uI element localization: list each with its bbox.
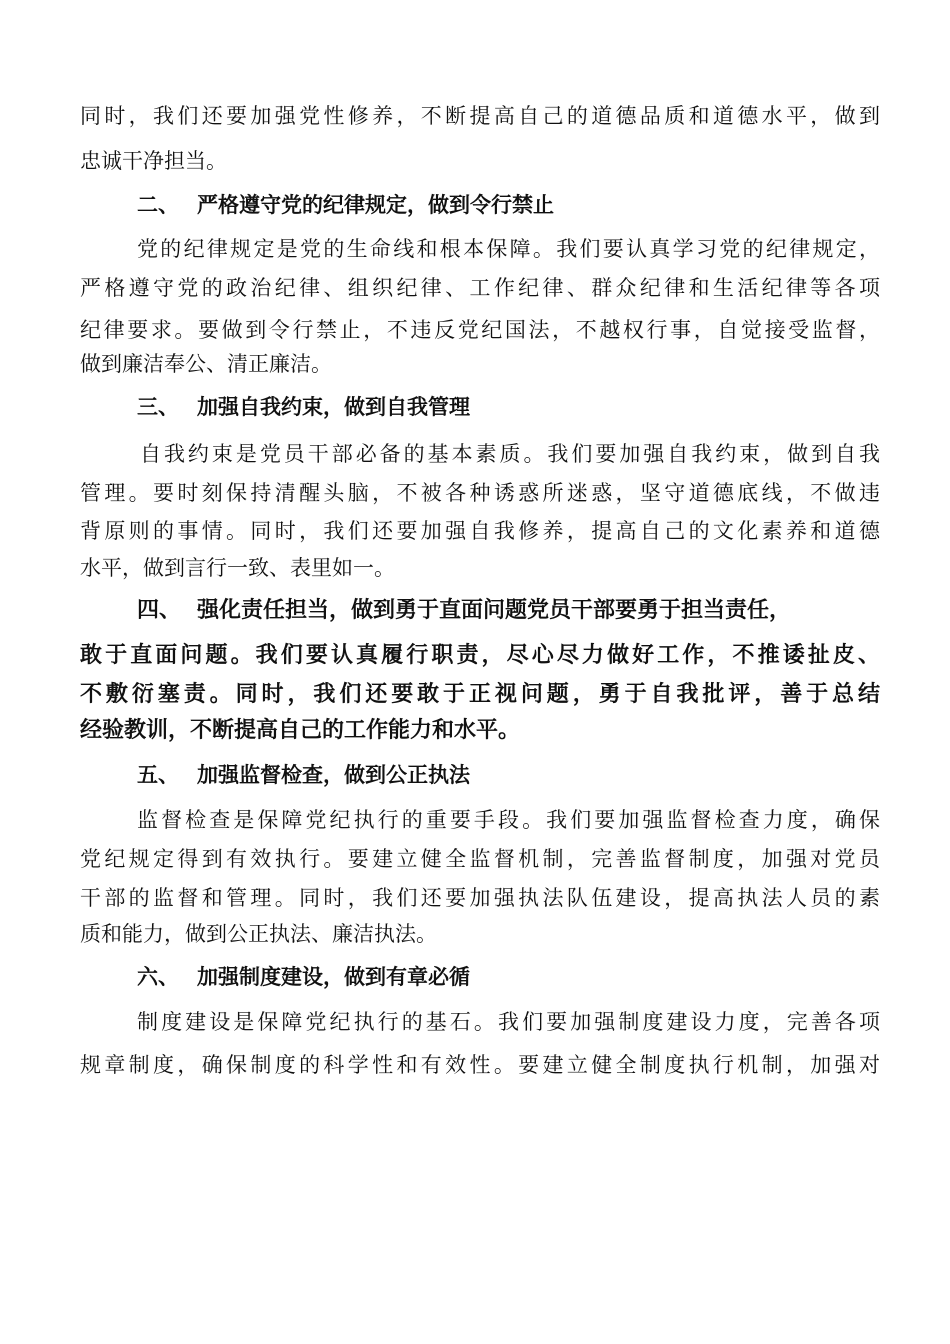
section-title: 强化责任担当，做到勇于直面问题党员干部要勇于担当责任， bbox=[197, 598, 792, 623]
section-heading bbox=[137, 596, 880, 626]
body-line: 忠诚干净担当。 bbox=[80, 149, 227, 173]
section-heading bbox=[137, 962, 880, 992]
body-line: 监督检查是保障党纪执行的重要手段。我们要加强监督检查力度，确保 bbox=[137, 808, 880, 832]
body-line: 干部的监督和管理。同时，我们还要加强执法队伍建设，提高执法人员的素 bbox=[80, 886, 880, 910]
body-line: 纪律要求。要做到令行禁止，不违反党纪国法，不越权行事，自觉接受监督， bbox=[80, 318, 880, 342]
body-line: 背原则的事情。同时，我们还要加强自我修养，提高自己的文化素养和道德 bbox=[80, 519, 880, 543]
section-number: 三、 bbox=[137, 395, 179, 419]
body-line: 制度建设是保障党纪执行的基石。我们要加强制度建设力度，完善各项 bbox=[137, 1010, 880, 1034]
section-heading bbox=[137, 392, 880, 422]
body-line: 水平，做到言行一致、表里如一。 bbox=[80, 556, 395, 580]
body-line: 党的纪律规定是党的生命线和根本保障。我们要认真学习党的纪律规定， bbox=[137, 237, 880, 261]
body-line: 严格遵守党的政治纪律、组织纪律、工作纪律、群众纪律和生活纪律等各项 bbox=[80, 276, 880, 300]
body-line: 不敷衍塞责。同时，我们还要敢于正视问题，勇于自我批评，善于总结 bbox=[80, 682, 880, 707]
body-line: 质和能力，做到公正执法、廉洁执法。 bbox=[80, 922, 437, 946]
section-title: 加强监督检查，做到公正执法 bbox=[197, 763, 470, 787]
section-number: 六、 bbox=[137, 965, 179, 989]
section-number: 二、 bbox=[137, 193, 179, 217]
body-line: 敢于直面问题。我们要认真履行职责，尽心尽力做好工作，不推诿扯皮、 bbox=[80, 643, 880, 668]
body-line: 管理。要时刻保持清醒头脑，不被各种诱惑所迷惑，坚守道德底线，不做违 bbox=[80, 481, 880, 505]
section-number: 四、 bbox=[137, 598, 182, 623]
body-line: 党纪规定得到有效执行。要建立健全监督机制，完善监督制度，加强对党员 bbox=[80, 847, 880, 871]
body-line: 自我约束是党员干部必备的基本素质。我们要加强自我约束，做到自我 bbox=[140, 442, 880, 466]
body-line: 做到廉洁奉公、清正廉洁。 bbox=[80, 352, 332, 376]
section-title: 严格遵守党的纪律规定，做到令行禁止 bbox=[197, 193, 554, 217]
body-line: 同时，我们还要加强党性修养，不断提高自己的道德品质和道德水平，做到 bbox=[80, 104, 880, 128]
section-heading bbox=[137, 760, 880, 790]
section-title: 加强自我约束，做到自我管理 bbox=[197, 395, 470, 419]
section-title: 加强制度建设，做到有章必循 bbox=[197, 965, 470, 989]
section-number: 五、 bbox=[137, 763, 179, 787]
section-heading bbox=[137, 190, 880, 220]
body-line: 规章制度，确保制度的科学性和有效性。要建立健全制度执行机制，加强对 bbox=[80, 1053, 880, 1077]
body-line: 经验教训，不断提高自己的工作能力和水平。 bbox=[80, 718, 521, 743]
